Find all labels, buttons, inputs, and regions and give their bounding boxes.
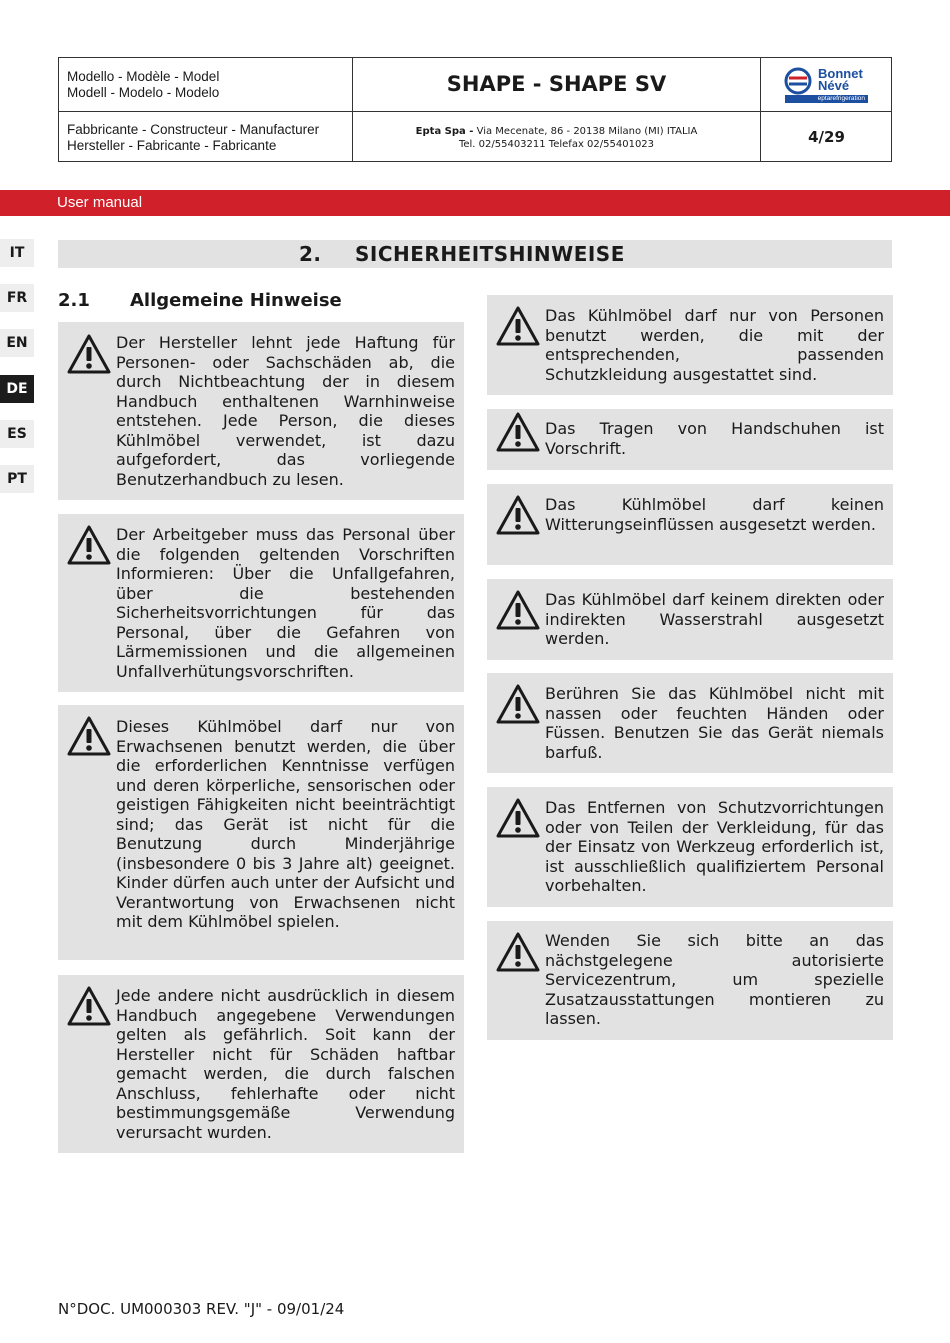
warning-box bbox=[487, 787, 893, 907]
subsection-number: 2.1 bbox=[58, 290, 90, 311]
manual-band bbox=[0, 190, 950, 216]
warning-triangle-icon bbox=[67, 986, 111, 1026]
manufacturer-label-line1: Fabbricante - Constructeur - Manufacturer bbox=[67, 122, 320, 137]
page-number: 4/29 bbox=[808, 128, 845, 146]
warning-text: Das Tragen von Handschuhen ist Vorschrift. bbox=[545, 419, 884, 458]
lang-tab-de[interactable]: DE bbox=[0, 375, 34, 403]
lang-tab-es[interactable]: ES bbox=[0, 420, 34, 448]
section-title: SICHERHEITSHINWEISE bbox=[355, 242, 625, 266]
warning-triangle-icon bbox=[496, 684, 540, 724]
section-title-bar bbox=[58, 240, 892, 268]
warning-triangle-icon bbox=[496, 798, 540, 838]
warning-text: Der Hersteller lehnt jede Haftung für Personen- oder Sachschäden ab, die durch Nichtbeachtung der in diesem Handbuch enthaltenen Warnhinweise entstehen. Jede Person, die dieses Kühlmöbel verwendet, ist dazu aufgefordert, das vorliegende Benutzerhandbuch zu lesen. bbox=[116, 333, 455, 489]
warning-box bbox=[487, 579, 893, 660]
address-line1: Via Mecenate, 86 - 20138 Milano (MI) ITALIA bbox=[473, 126, 698, 137]
warning-triangle-icon bbox=[496, 412, 540, 452]
logo-line2: Névé bbox=[818, 78, 850, 93]
model-value: SHAPE - SHAPE SV bbox=[446, 72, 667, 96]
warning-triangle-icon bbox=[67, 525, 111, 565]
warning-box bbox=[58, 705, 464, 960]
warning-triangle-icon bbox=[496, 495, 540, 535]
warning-triangle-icon bbox=[67, 334, 111, 374]
warning-box bbox=[487, 921, 893, 1040]
logo-tagline: eptarefrigeration bbox=[785, 95, 868, 103]
lang-tab-en[interactable]: EN bbox=[0, 329, 34, 357]
warning-text: Das Kühlmöbel darf keinen Witterungseinflüssen ausgesetzt werden. bbox=[545, 495, 884, 534]
brand-logo-icon bbox=[783, 66, 813, 96]
warning-box bbox=[58, 975, 464, 1153]
model-label-line1: Modello - Modèle - Model bbox=[67, 69, 220, 84]
manufacturer-address bbox=[353, 125, 760, 151]
subsection-heading bbox=[58, 290, 342, 311]
warning-text: Der Arbeitgeber muss das Personal über die folgenden geltenden Vorschriften Informieren: Über die Unfallgefahren, über die bestehenden Sicherheitsvorrichtungen für das Personal, über die Gefahren von Lärmemissionen und die allgemeinen Unfallverhütungsvorschriften. bbox=[116, 525, 455, 681]
warning-box bbox=[487, 295, 893, 395]
subsection-title: Allgemeine Hinweise bbox=[130, 290, 342, 311]
document-header bbox=[58, 57, 892, 162]
warning-box bbox=[58, 322, 464, 500]
warning-triangle-icon bbox=[496, 932, 540, 972]
address-line2: Tel. 02/55403211 Telefax 02/55401023 bbox=[458, 139, 655, 150]
model-label bbox=[67, 69, 347, 101]
warning-box bbox=[58, 514, 464, 692]
logo-line1: Bonnet bbox=[818, 66, 863, 81]
company-name: Epta Spa - bbox=[415, 126, 474, 137]
warning-text: Berühren Sie das Kühlmöbel nicht mit nassen oder feuchten Händen oder Füssen. Benutzen Sie das Gerät niemals barfuß. bbox=[545, 684, 884, 762]
warning-text: Das Entfernen von Schutzvorrichtungen oder von Teilen der Verkleidung, für das der Einsatz von Werkzeug erforderlich ist, ist ausschließlich qualifiziertem Personal vorbehalten. bbox=[545, 798, 884, 895]
manufacturer-label bbox=[67, 122, 352, 154]
model-label-line2: Modell - Modelo - Modelo bbox=[67, 85, 220, 100]
manufacturer-label-line2: Hersteller - Fabricante - Fabricante bbox=[67, 138, 277, 153]
manual-band-label: User manual bbox=[57, 194, 143, 211]
warning-triangle-icon bbox=[496, 306, 540, 346]
lang-tab-fr[interactable]: FR bbox=[0, 284, 34, 312]
warning-box bbox=[487, 409, 893, 470]
warning-text: Jede andere nicht ausdrücklich in diesem Handbuch angegebene Verwendungen gelten als gefährlich. Soit kann der Hersteller nicht für Schäden haftbar gemacht werden, die durch falschen Anschluss, fehlerhafte oder nicht bestimmungsgemäße Verwendung verursacht wurden. bbox=[116, 986, 455, 1142]
warning-text: Das Kühlmöbel darf keinem direkten oder indirekten Wasserstrahl ausgesetzt werden. bbox=[545, 590, 884, 648]
warning-text: Wenden Sie sich bitte an das nächstgelegene autorisierte Servicezentrum, um spezielle Zusatzausstattungen montieren zu lassen. bbox=[545, 931, 884, 1028]
warning-text: Dieses Kühlmöbel darf nur von Erwachsenen benutzt werden, die über die erforderlichen Kenntnisse verfügen und deren körperliche, sensorischen oder geistigen Fähigkeiten nicht beeinträchtigt sind; das Gerät ist nicht für die Benutzung durch Minderjährige (insbesondere 0 bis 3 Jahre alt) geeignet. Kinder dürfen auch unter der Aufsicht und Verantwortung von Erwachsenen nicht mit dem Kühlmöbel spielen. bbox=[116, 717, 455, 931]
lang-tab-it[interactable]: IT bbox=[0, 239, 34, 267]
warning-text: Das Kühlmöbel darf nur von Personen benutzt werden, die mit der entsprechenden, passenden Schutzkleidung ausgestattet sind. bbox=[545, 306, 884, 384]
document-number: N°DOC. UM000303 REV. "J" - 09/01/24 bbox=[58, 1300, 345, 1318]
warning-box bbox=[487, 484, 893, 565]
warning-triangle-icon bbox=[496, 590, 540, 630]
warning-box bbox=[487, 673, 893, 773]
warning-triangle-icon bbox=[67, 716, 111, 756]
lang-tab-pt[interactable]: PT bbox=[0, 465, 34, 493]
brand-logo bbox=[783, 66, 873, 106]
section-number: 2. bbox=[299, 242, 322, 266]
